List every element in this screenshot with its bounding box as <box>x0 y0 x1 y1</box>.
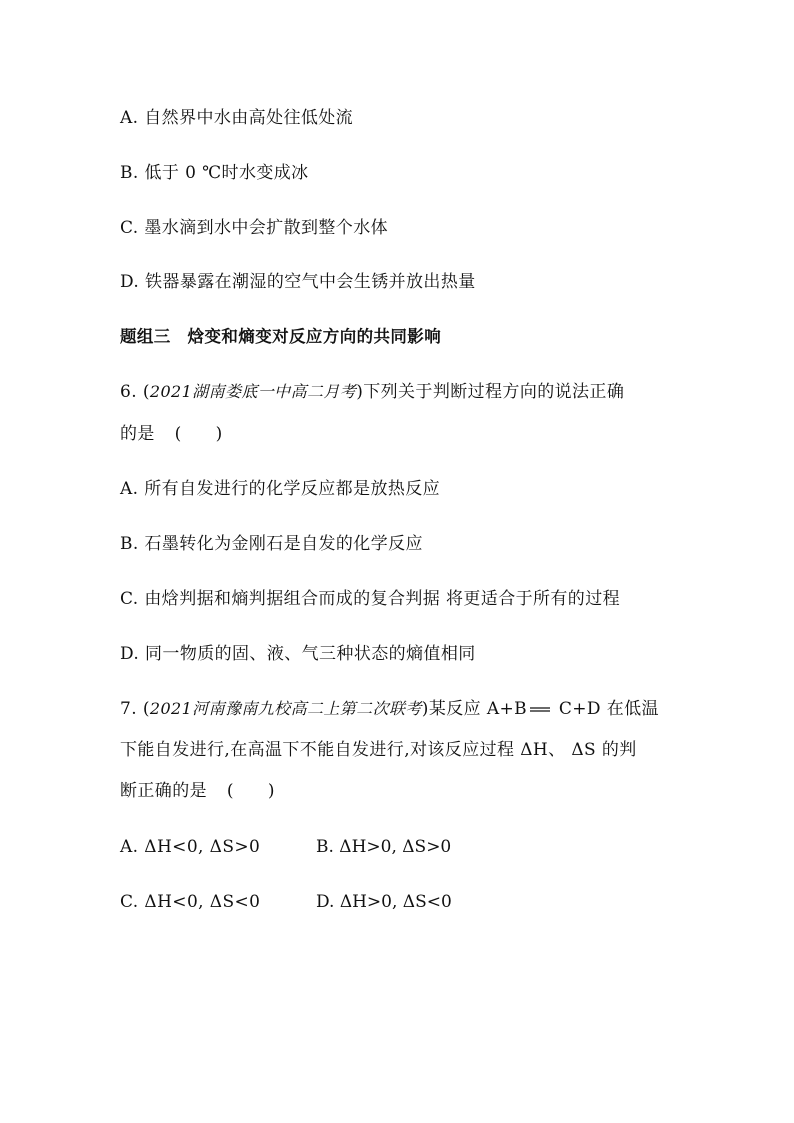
q6-paren-close: ) <box>215 424 223 444</box>
q6-stem-line1 <box>120 380 624 404</box>
q5-option-c: C. 墨水滴到水中会扩散到整个水体 <box>120 218 389 238</box>
q7-stem-a: )某反应 A+B <box>421 699 528 719</box>
q5-option-a: A. 自然界中水由高处往低处流 <box>120 108 354 128</box>
q7-option-b: B. ΔH>0, ΔS>0 <box>316 837 452 857</box>
reaction-arrow-icon <box>529 698 551 722</box>
q6-answer-blank <box>175 422 223 446</box>
q6-stem-end: 的是 <box>120 424 155 444</box>
q5-option-b: B. 低于 0 ℃时水变成冰 <box>120 163 309 183</box>
q7-number: 7. ( <box>120 699 150 719</box>
q7-stem-end: 断正确的是 <box>120 781 207 801</box>
q7-stem-b: C+D 在低温 <box>553 699 659 719</box>
q6-stem-text: )下列关于判断过程方向的说法正确 <box>356 382 625 402</box>
q6-paren-open: ( <box>174 424 182 444</box>
q7-option-c: C. ΔH<0, ΔS<0 <box>120 892 261 912</box>
q5-option-d: D. 铁器暴露在潮湿的空气中会生锈并放出热量 <box>120 272 476 292</box>
q7-paren-open: ( <box>226 781 234 801</box>
group3-heading: 题组三 焓变和熵变对反应方向的共同影响 <box>120 327 442 346</box>
q6-number: 6. ( <box>120 382 150 402</box>
q7-stem-line1 <box>120 697 659 722</box>
q7-source: 2021河南豫南九校高二上第二次联考 <box>149 699 422 718</box>
q6-stem-line2 <box>120 422 223 446</box>
q7-paren-close: ) <box>267 781 275 801</box>
q7-option-d: D. ΔH>0, ΔS<0 <box>316 892 452 912</box>
q6-source: 2021湖南娄底一中高二月考 <box>149 382 357 401</box>
q6-option-d: D. 同一物质的固、液、气三种状态的熵值相同 <box>120 644 476 664</box>
q7-answer-blank <box>227 779 275 803</box>
q7-stem-line3 <box>120 779 275 803</box>
q6-option-a: A. 所有自发进行的化学反应都是放热反应 <box>120 479 441 499</box>
q6-option-c: C. 由焓判据和熵判据组合而成的复合判据 将更适合于所有的过程 <box>120 589 621 609</box>
q7-option-a: A. ΔH<0, ΔS>0 <box>120 837 261 857</box>
q7-stem-line2: 下能自发进行,在高温下不能自发进行,对该反应过程 ΔH、 ΔS 的判 <box>120 740 637 760</box>
q6-option-b: B. 石墨转化为金刚石是自发的化学反应 <box>120 534 423 554</box>
